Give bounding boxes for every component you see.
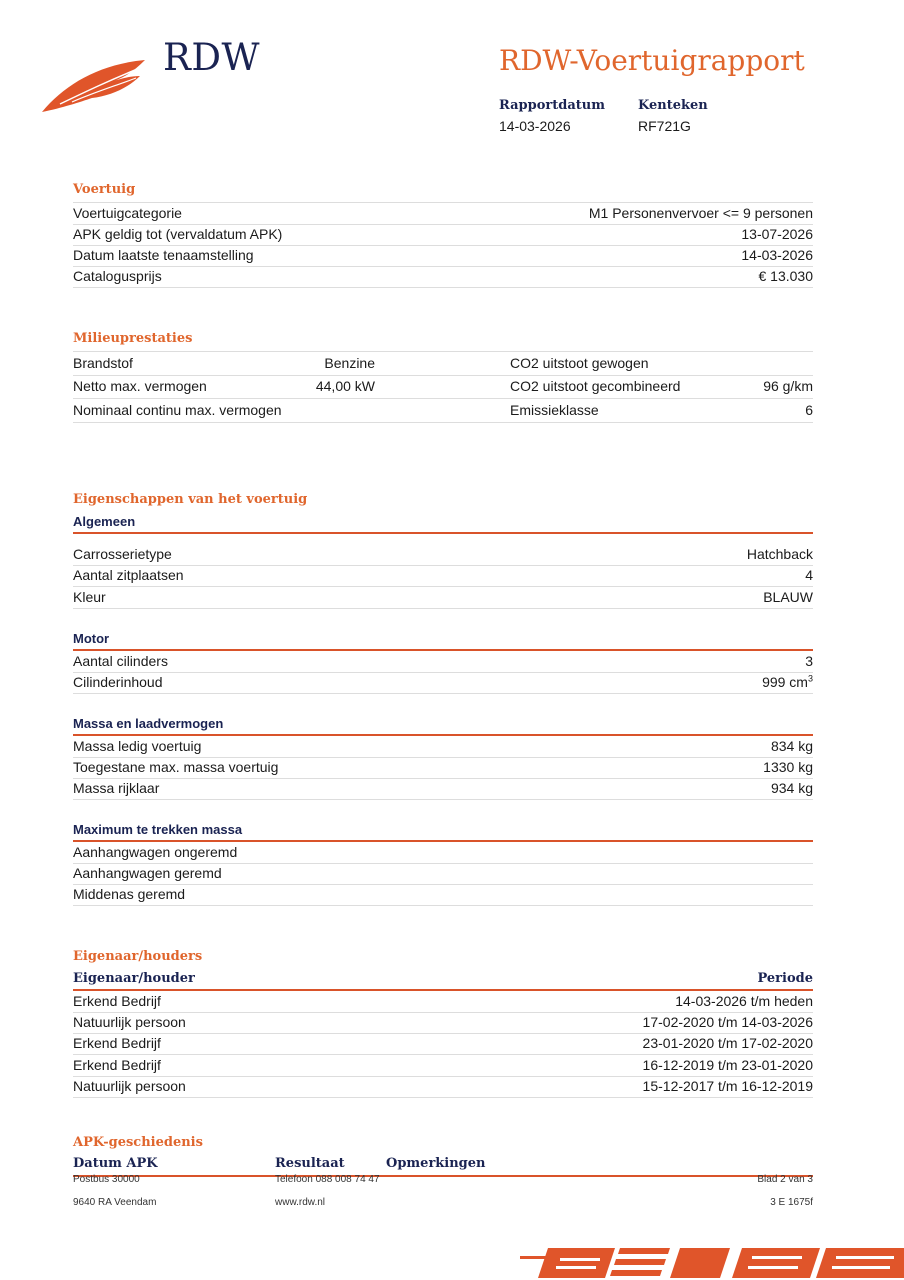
row-label: Brandstof xyxy=(73,355,133,371)
table-row xyxy=(73,884,813,906)
table-row xyxy=(73,202,813,225)
footer-website: www.rdw.nl xyxy=(275,1197,326,1208)
row-label: APK geldig tot (vervaldatum APK) xyxy=(73,226,283,242)
row-value: 14-03-2026 xyxy=(741,247,813,263)
table-row xyxy=(73,1012,813,1034)
row-label: Catalogusprijs xyxy=(73,268,162,284)
table-row xyxy=(73,399,813,423)
table-row xyxy=(73,266,813,288)
milieu-section-title: Milieuprestaties xyxy=(73,331,193,346)
table-row xyxy=(73,1055,813,1077)
periode-column-header: Periode xyxy=(757,971,813,986)
rdw-logo-icon xyxy=(40,56,150,116)
table-row xyxy=(73,736,813,758)
eigenschappen-section-title: Eigenschappen van het voertuig xyxy=(73,492,308,507)
row-label: Erkend Bedrijf xyxy=(73,1035,161,1051)
value-text: 999 cm xyxy=(762,674,808,690)
row-value: 23-01-2020 t/m 17-02-2020 xyxy=(642,1035,813,1051)
table-row xyxy=(73,565,813,587)
row-value: Hatchback xyxy=(746,546,813,562)
table-row xyxy=(73,651,813,673)
rapportdatum-label: Rapportdatum xyxy=(499,98,605,113)
row-value: 4 xyxy=(805,567,813,583)
row-label: CO2 uitstoot gecombineerd xyxy=(510,378,681,394)
row-label: Aantal zitplaatsen xyxy=(73,567,184,583)
table-row xyxy=(73,1033,813,1055)
footer-plaats: 9640 RA Veendam xyxy=(73,1197,157,1208)
row-value: 3 xyxy=(805,653,813,669)
table-row xyxy=(73,224,813,246)
row-value: 1330 kg xyxy=(763,759,813,775)
row-label: Aanhangwagen ongeremd xyxy=(73,844,238,860)
motor-subtitle: Motor xyxy=(73,631,110,646)
table-row xyxy=(73,842,813,864)
resultaat-column-header: Resultaat xyxy=(275,1156,345,1171)
table-row xyxy=(73,351,813,376)
row-label: Datum laatste tenaamstelling xyxy=(73,247,254,263)
table-row xyxy=(73,587,813,609)
row-value: BLAUW xyxy=(763,589,813,605)
kenteken-value: RF721G xyxy=(638,118,691,134)
footer-postbus: Postbus 30000 xyxy=(73,1174,140,1185)
row-label: Aanhangwagen geremd xyxy=(73,865,222,881)
datum-apk-column-header: Datum APK xyxy=(73,1156,158,1171)
row-value: 96 g/km xyxy=(763,378,813,394)
apk-section-title: APK-geschiedenis xyxy=(73,1135,203,1150)
eigenaren-section-title: Eigenaar/houders xyxy=(73,949,203,964)
row-value: 17-02-2020 t/m 14-03-2026 xyxy=(642,1014,813,1030)
unit-superscript: 3 xyxy=(807,673,813,684)
row-value: 44,00 kW xyxy=(315,378,375,394)
row-value: 16-12-2019 t/m 23-01-2020 xyxy=(642,1057,813,1073)
divider xyxy=(73,1175,813,1177)
row-label: Middenas geremd xyxy=(73,886,186,902)
row-label: Erkend Bedrijf xyxy=(73,1057,161,1073)
report-title: RDW-Voertuigrapport xyxy=(499,44,805,77)
row-value: 14-03-2026 t/m heden xyxy=(675,993,813,1009)
opmerkingen-column-header: Opmerkingen xyxy=(386,1156,486,1171)
rapportdatum-value: 14-03-2026 xyxy=(499,118,571,134)
row-value: M1 Personenvervoer <= 9 personen xyxy=(588,205,813,221)
table-row xyxy=(73,245,813,267)
eigenaar-column-header: Eigenaar/houder xyxy=(73,971,195,986)
table-row xyxy=(73,991,813,1013)
row-label: Emissieklasse xyxy=(510,402,599,418)
row-label: Natuurlijk persoon xyxy=(73,1014,186,1030)
row-label: Netto max. vermogen xyxy=(73,378,207,394)
voertuig-section-title: Voertuig xyxy=(73,182,136,197)
row-value: € 13.030 xyxy=(758,268,813,284)
row-label: Massa ledig voertuig xyxy=(73,738,202,754)
trekken-subtitle: Maximum te trekken massa xyxy=(73,822,243,837)
row-value xyxy=(762,672,813,692)
row-value: 6 xyxy=(805,402,813,418)
row-label: Cilinderinhoud xyxy=(73,674,163,690)
row-label: CO2 uitstoot gewogen xyxy=(510,355,649,371)
algemeen-subtitle: Algemeen xyxy=(73,514,136,529)
massa-subtitle: Massa en laadvermogen xyxy=(73,716,224,731)
logo-text: RDW xyxy=(163,36,261,79)
table-row xyxy=(73,863,813,885)
row-label: Massa rijklaar xyxy=(73,780,160,796)
row-value: 13-07-2026 xyxy=(741,226,813,242)
kenteken-label: Kenteken xyxy=(638,98,708,113)
divider xyxy=(73,532,813,534)
row-label: Erkend Bedrijf xyxy=(73,993,161,1009)
row-label: Kleur xyxy=(73,589,106,605)
table-row xyxy=(73,1076,813,1098)
row-value: 15-12-2017 t/m 16-12-2019 xyxy=(642,1078,813,1094)
row-label: Nominaal continu max. vermogen xyxy=(73,402,282,418)
table-row xyxy=(73,672,813,694)
row-label: Toegestane max. massa voertuig xyxy=(73,759,279,775)
row-value: 934 kg xyxy=(770,780,813,796)
row-label: Aantal cilinders xyxy=(73,653,168,669)
table-row xyxy=(73,375,813,399)
row-label: Natuurlijk persoon xyxy=(73,1078,186,1094)
table-row xyxy=(73,757,813,779)
footer-telefoon: Telefoon 088 008 74 47 xyxy=(275,1174,380,1185)
row-value: 834 kg xyxy=(770,738,813,754)
footer-blad: Blad 2 van 3 xyxy=(757,1174,813,1185)
footer-code: 3 E 1675f xyxy=(770,1197,813,1208)
footer-stripes-icon xyxy=(520,1246,904,1280)
table-row xyxy=(73,778,813,800)
row-value: Benzine xyxy=(324,355,375,371)
row-label: Carrosserietype xyxy=(73,546,172,562)
table-row xyxy=(73,544,813,566)
row-label: Voertuigcategorie xyxy=(73,205,182,221)
